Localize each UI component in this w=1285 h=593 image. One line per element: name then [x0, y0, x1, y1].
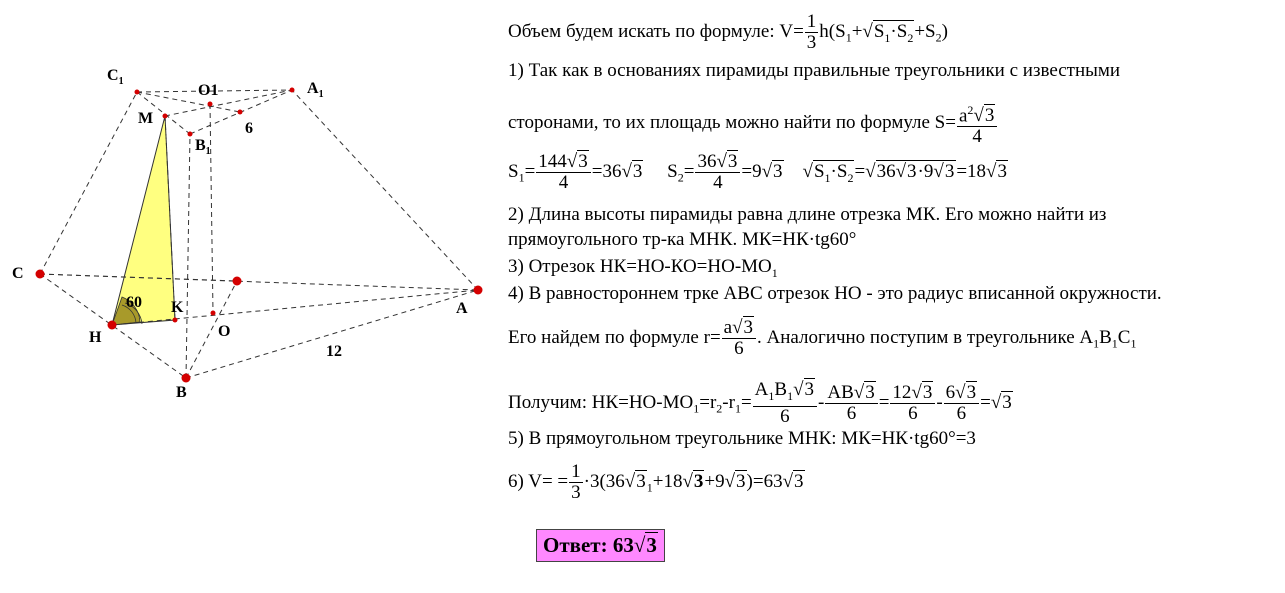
points: [36, 88, 483, 383]
label-c: C: [12, 265, 24, 282]
step-4a: 4) В равностороннем трке АВС отрезок НО - это радиус вписанной окружности.: [508, 283, 1162, 304]
areas-line: $S_1=$ $\frac{144√ 3}{4}$ =36√ 3 $S_2=$ $\frac{36√ 3}{4}$ =9√ 3 √ $S_1\cdot S_2=√$ 36√ 3·9√ 3 =18√ 3: [508, 152, 1008, 193]
label-six: 6: [245, 120, 253, 137]
answer-box: Ответ: 63√ 3: [536, 529, 665, 562]
solution-text: [508, 0, 1285, 593]
step-4b: Его найдем по формуле r= $\frac{a√ 3}{6}$ . Аналогично поступим в треугольнике $A_1B_1C_1$: [508, 318, 1136, 359]
label-k: K: [171, 299, 184, 316]
step-1b: сторонами, то их площадь можно найти по формуле S= $\frac{a^2√ 3}{4}$: [508, 100, 998, 147]
label-c1: $C_1$: [107, 67, 124, 87]
step-2a: 2) Длина высоты пирамиды равна длине отрезка МК. Его можно найти из: [508, 204, 1107, 225]
pyramid-figure: [0, 0, 500, 420]
label-twelve: 12: [326, 343, 342, 360]
formula-line: Объем будем искать по формуле: V= $\frac{1}{3}$ $h(S_1+√$ $S_1\cdot S_2+S_2$): [508, 12, 948, 53]
label-a: A: [456, 300, 468, 317]
step-6: 6) V= = $\frac{1}{3}$ ·3(36√ $3_1+18√$ 3+9√ 3)=63√ 3: [508, 462, 805, 503]
step-1a: 1) Так как в основаниях пирамиды правильные треугольники с известными: [508, 60, 1121, 81]
step-4-result: Получим: $НК=НО-МО_1=r_2-r_1=$ $\frac{A_1B_1√ 3}{6}$ - $\frac{AB√ 3}{6}$ = $\frac{12√ 3}{6}$ - $\frac{6√ 3}{6}$ =√ 3: [508, 380, 1013, 427]
label-o1: O1: [198, 82, 219, 99]
pyramid-edges: [40, 90, 478, 378]
step-2b: прямоугольного тр-ка МНК. МК=НК·tg60°: [508, 229, 857, 250]
label-o: O: [218, 323, 231, 340]
label-m: M: [138, 110, 154, 127]
step-5: 5) В прямоугольном треугольнике МНК: МК=НК·tg60°=3: [508, 428, 976, 449]
label-b1: $B_1$: [195, 137, 211, 157]
label-angle-60: 60: [126, 294, 142, 311]
triangle-mhk: [112, 116, 175, 325]
step-3: 3) Отрезок $НК=НО-КО=НО-МО_1$: [508, 256, 778, 280]
label-a1: $A_1$: [307, 80, 324, 100]
label-h: H: [89, 329, 102, 346]
label-b: B: [176, 384, 187, 401]
